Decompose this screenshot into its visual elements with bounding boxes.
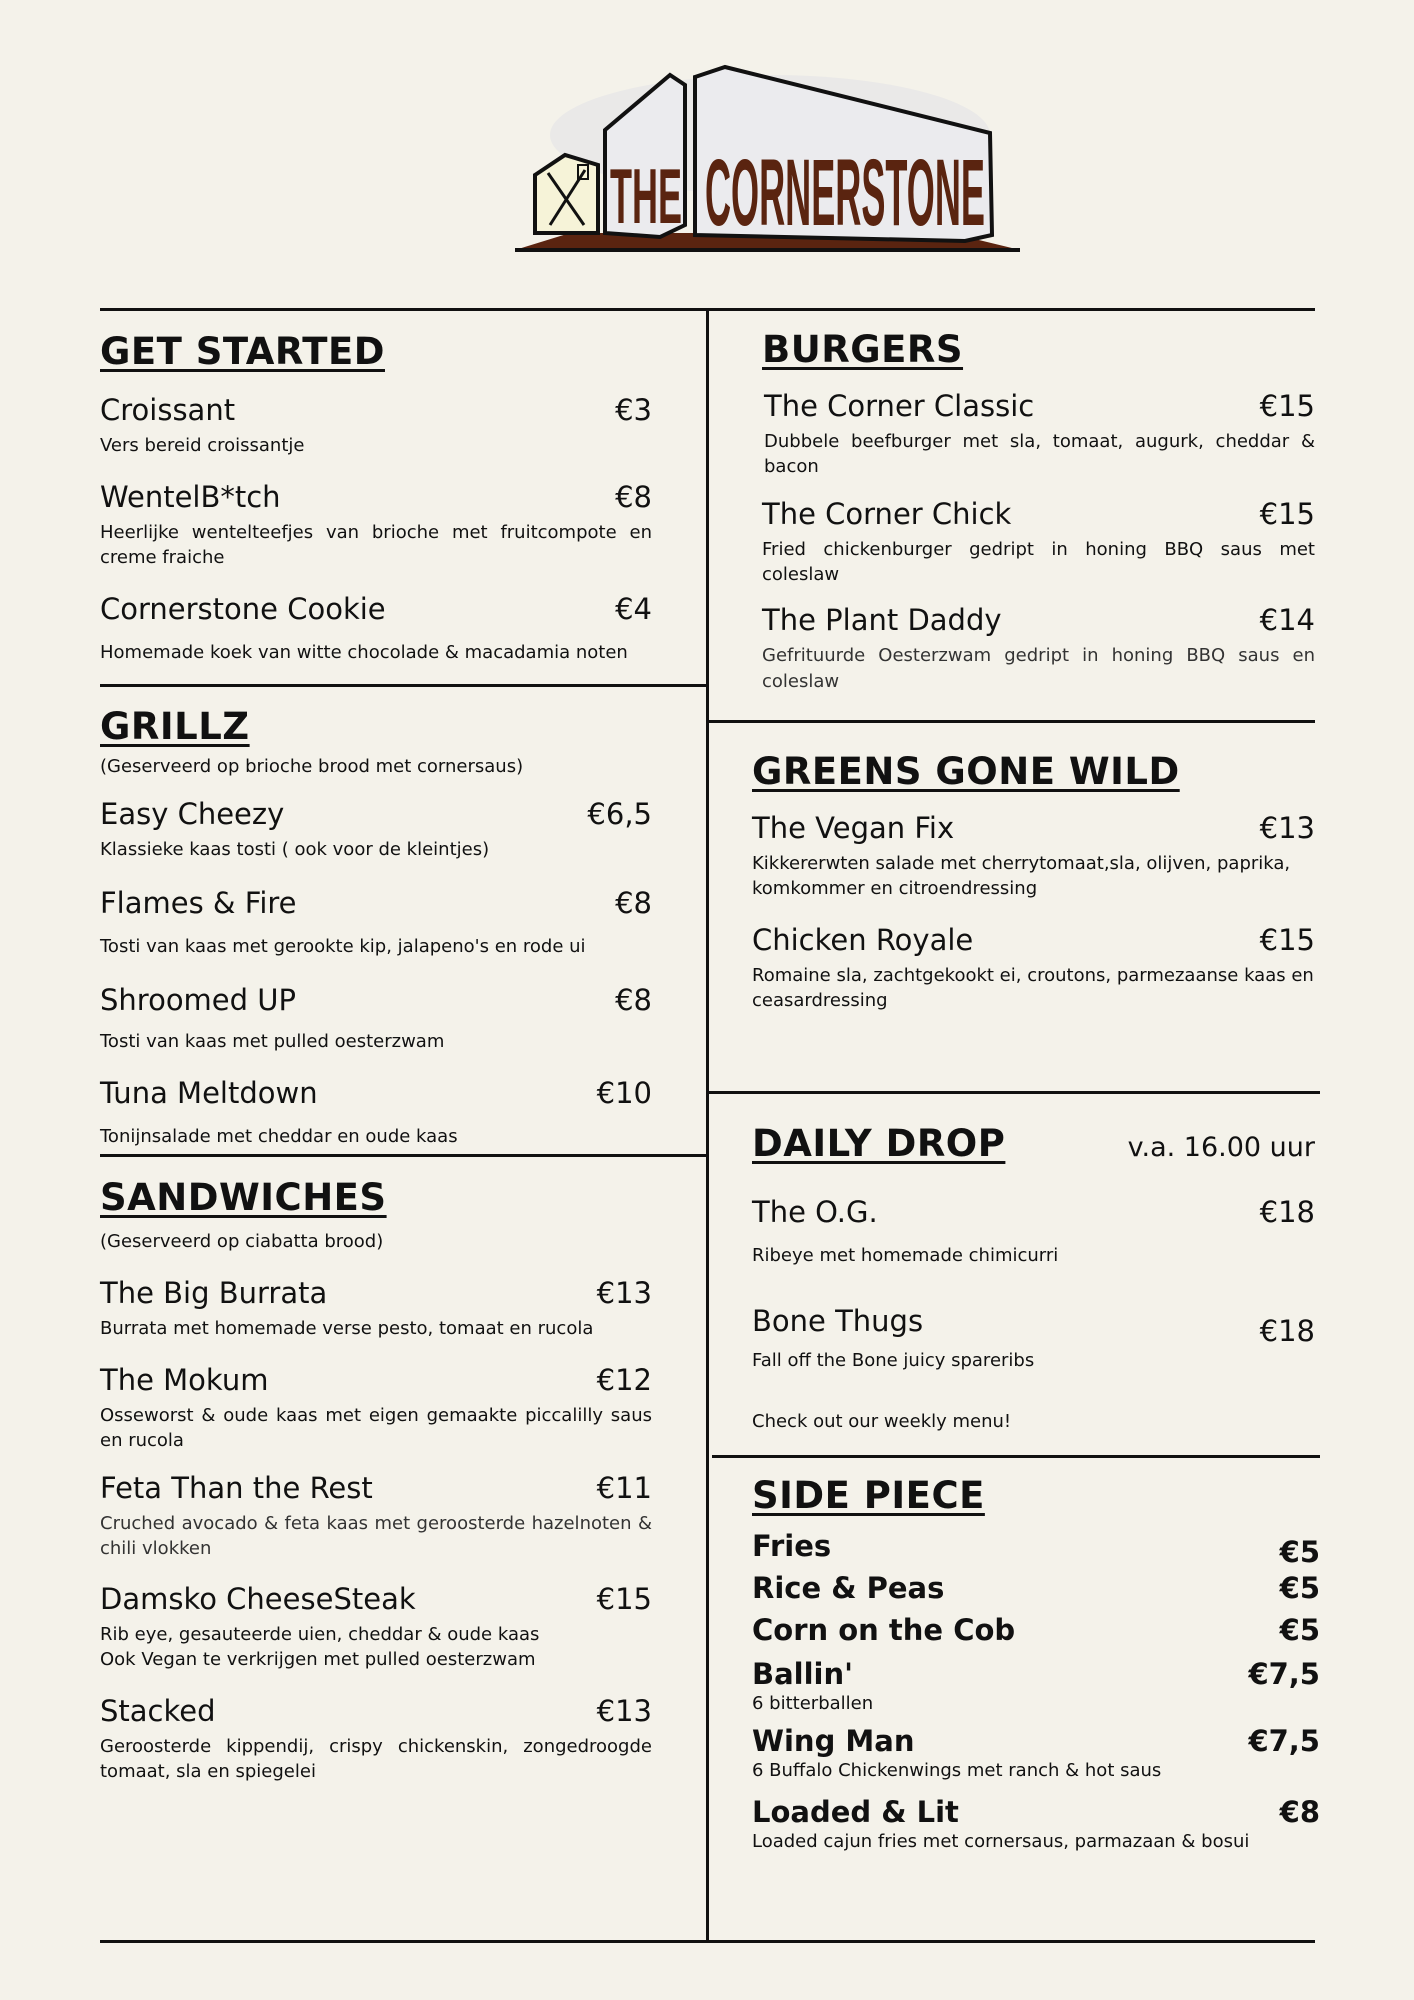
item-name: Flames & Fire: [100, 885, 297, 920]
section-title: SIDE PIECE: [752, 1474, 985, 1517]
item-price: €14: [1259, 603, 1315, 638]
section-title: SANDWICHES: [100, 1176, 387, 1219]
item-name: Loaded & Lit: [752, 1794, 959, 1829]
item-desc: Tosti van kaas met pulled oesterzwam: [100, 1031, 445, 1053]
item-price: €7,5: [1248, 1723, 1320, 1758]
item-name: The Corner Classic: [764, 388, 1035, 423]
center-divider: [706, 308, 709, 1943]
item-name: Ballin': [752, 1656, 854, 1691]
item-name: Cornerstone Cookie: [100, 592, 386, 627]
left-divider-1: [100, 684, 706, 687]
item-price: €10: [596, 1076, 652, 1111]
item-desc: Dubbele beefburger met sla, tomaat, augurk, cheddar & bacon: [764, 430, 1315, 477]
item-desc: Vers bereid croissantje: [100, 434, 305, 456]
item-price: €13: [596, 1694, 652, 1728]
side-item: [752, 1571, 1320, 1605]
item-desc: Tosti van kaas met gerookte kip, jalapeno's en rode ui: [100, 935, 586, 957]
item-desc: Loaded cajun fries met cornersaus, parmazaan & bosui: [752, 1830, 1250, 1852]
right-divider-1: [709, 720, 1315, 723]
item-price: €8: [1279, 1794, 1320, 1829]
item-price: €8: [615, 479, 652, 514]
side-item: [752, 1657, 1320, 1714]
menu-item: [100, 480, 652, 570]
menu-item: [752, 1304, 1315, 1373]
menu-item: [100, 983, 652, 1054]
item-price: €3: [615, 392, 652, 427]
item-price: €5: [1279, 1534, 1320, 1569]
menu-item: [100, 797, 652, 862]
cornerstone-logo: [510, 55, 1025, 255]
section-side-piece: [752, 1476, 1320, 1852]
weekly-menu-note: Check out our weekly menu!: [752, 1411, 1012, 1433]
item-name: Shroomed UP: [100, 983, 296, 1018]
item-name: The Big Burrata: [100, 1275, 328, 1310]
menu-item: [752, 1195, 1315, 1268]
menu-item: [762, 603, 1315, 693]
item-name: Stacked: [100, 1694, 216, 1728]
item-desc: 6 bitterballen: [752, 1692, 874, 1714]
item-desc: Klassieke kaas tosti ( ook voor de kleintjes): [100, 838, 490, 860]
section-title: DAILY DROP: [752, 1122, 1006, 1165]
menu-item: [100, 592, 652, 665]
item-name: Corn on the Cob: [752, 1612, 1016, 1647]
side-item: [752, 1528, 1320, 1569]
side-item: [752, 1724, 1320, 1781]
item-price: €15: [1259, 388, 1315, 423]
item-name: Rice & Peas: [752, 1570, 945, 1605]
item-price: €7,5: [1248, 1656, 1320, 1691]
item-price: €18: [1259, 1194, 1315, 1229]
item-price: €6,5: [587, 796, 652, 831]
item-desc: Tonijnsalade met cheddar en oude kaas: [100, 1126, 458, 1148]
item-name: The Plant Daddy: [762, 603, 1002, 638]
item-name: Fries: [752, 1528, 832, 1563]
item-list: [100, 393, 652, 666]
section-burgers: [762, 330, 1315, 694]
item-name: Wing Man: [752, 1723, 915, 1758]
section-note: (Geserveerd op ciabatta brood): [100, 1230, 384, 1252]
item-name: Feta Than the Rest: [100, 1471, 373, 1506]
menu-item: [100, 886, 652, 959]
right-divider-2: [709, 1091, 1320, 1094]
section-title: BURGERS: [762, 328, 964, 371]
section-subtitle: v.a. 16.00 uur: [1127, 1132, 1315, 1163]
section-title: GRILLZ: [100, 705, 250, 748]
item-desc: 6 Buffalo Chickenwings met ranch & hot saus: [752, 1759, 1162, 1781]
menu-item: [100, 1471, 652, 1561]
logo-word-cornerstone: CORNERSTONE: [705, 140, 985, 246]
item-desc: [100, 1622, 652, 1672]
right-divider-3: [712, 1455, 1320, 1458]
section-sandwiches: [100, 1178, 652, 1784]
left-divider-2: [100, 1154, 706, 1157]
section-get-started: [100, 332, 652, 665]
section-grillz: [100, 707, 652, 1149]
item-name: The Mokum: [100, 1362, 269, 1397]
section-note: (Geserveerd op brioche brood met cornersaus): [100, 755, 524, 777]
item-desc: Romaine sla, zachtgekookt ei, croutons, parmezaanse kaas en ceasardressing: [752, 965, 1314, 1012]
item-desc: Kikkererwten salade met cherrytomaat,sla, olijven, paprika, komkommer en citroendressing: [752, 852, 1291, 899]
item-price: €8: [615, 885, 652, 920]
item-desc: Cruched avocado & feta kaas met geroosterde hazelnoten & chili vlokken: [100, 1513, 652, 1560]
menu-item: [100, 393, 652, 458]
item-desc-line: Ook Vegan te verkrijgen met pulled oesterzwam: [100, 1648, 536, 1670]
item-price: €4: [615, 592, 652, 627]
item-desc-line: Rib eye, gesauteerde uien, cheddar & oude kaas: [100, 1623, 540, 1645]
item-name: The Vegan Fix: [752, 810, 955, 845]
item-name: Croissant: [100, 392, 236, 427]
side-item: [752, 1795, 1320, 1852]
menu-item: [762, 389, 1315, 479]
item-name: The O.G.: [752, 1194, 878, 1229]
item-desc: Heerlijke wentelteefjes van brioche met fruitcompote en creme fraiche: [100, 521, 652, 569]
item-name: Bone Thugs: [752, 1303, 924, 1338]
item-price: €5: [1279, 1570, 1320, 1605]
menu-item: [100, 1276, 652, 1341]
item-price: €13: [596, 1275, 652, 1310]
side-item: [752, 1613, 1320, 1647]
item-price: €15: [1259, 923, 1315, 958]
item-name: WentelB*tch: [100, 479, 281, 514]
item-price: €8: [615, 983, 652, 1018]
item-name: The Corner Chick: [762, 497, 1012, 532]
menu-item: [100, 1076, 652, 1149]
item-price: €18: [1259, 1313, 1315, 1348]
item-price: €12: [596, 1362, 652, 1397]
item-desc: Geroosterde kippendij, crispy chickenskin, zongedroogde tomaat, sla en spiegelei: [100, 1736, 652, 1783]
section-greens: [752, 752, 1315, 1013]
menu-item: [752, 811, 1315, 901]
menu-item: [762, 497, 1315, 587]
item-desc: Burrata met homemade verse pesto, tomaat en rucola: [100, 1317, 594, 1339]
section-title: GET STARTED: [100, 330, 385, 373]
item-name: Chicken Royale: [752, 923, 974, 958]
item-desc: Gefrituurde Oesterzwam gedript in honing BBQ saus en coleslaw: [762, 645, 1315, 692]
item-price: €5: [1279, 1612, 1320, 1647]
item-desc: Fried chickenburger gedript in honing BBQ saus met coleslaw: [762, 539, 1315, 586]
item-desc: Osseworst & oude kaas met eigen gemaakte piccalilly saus en rucola: [100, 1404, 652, 1452]
section-daily-drop: [752, 1124, 1315, 1432]
item-name: Easy Cheezy: [100, 796, 285, 831]
item-name: Tuna Meltdown: [100, 1076, 318, 1111]
item-name: Damsko CheeseSteak: [100, 1581, 416, 1616]
logo-word-the: THE: [610, 152, 682, 240]
item-price: €13: [1259, 810, 1315, 845]
bottom-rule: [100, 1940, 1315, 1943]
item-desc: Fall off the Bone juicy spareribs: [752, 1349, 1035, 1371]
item-price: €15: [596, 1581, 652, 1616]
section-title: GREENS GONE WILD: [752, 750, 1180, 793]
menu-item: [100, 1363, 652, 1453]
item-desc: Homemade koek van witte chocolade & macadamia noten: [100, 642, 628, 664]
item-desc: Ribeye met homemade chimicurri: [752, 1244, 1059, 1266]
item-price: €11: [596, 1471, 652, 1506]
menu-item: [100, 1582, 652, 1672]
menu-item: [100, 1694, 652, 1784]
menu-item: [752, 923, 1315, 1013]
item-price: €15: [1259, 497, 1315, 532]
